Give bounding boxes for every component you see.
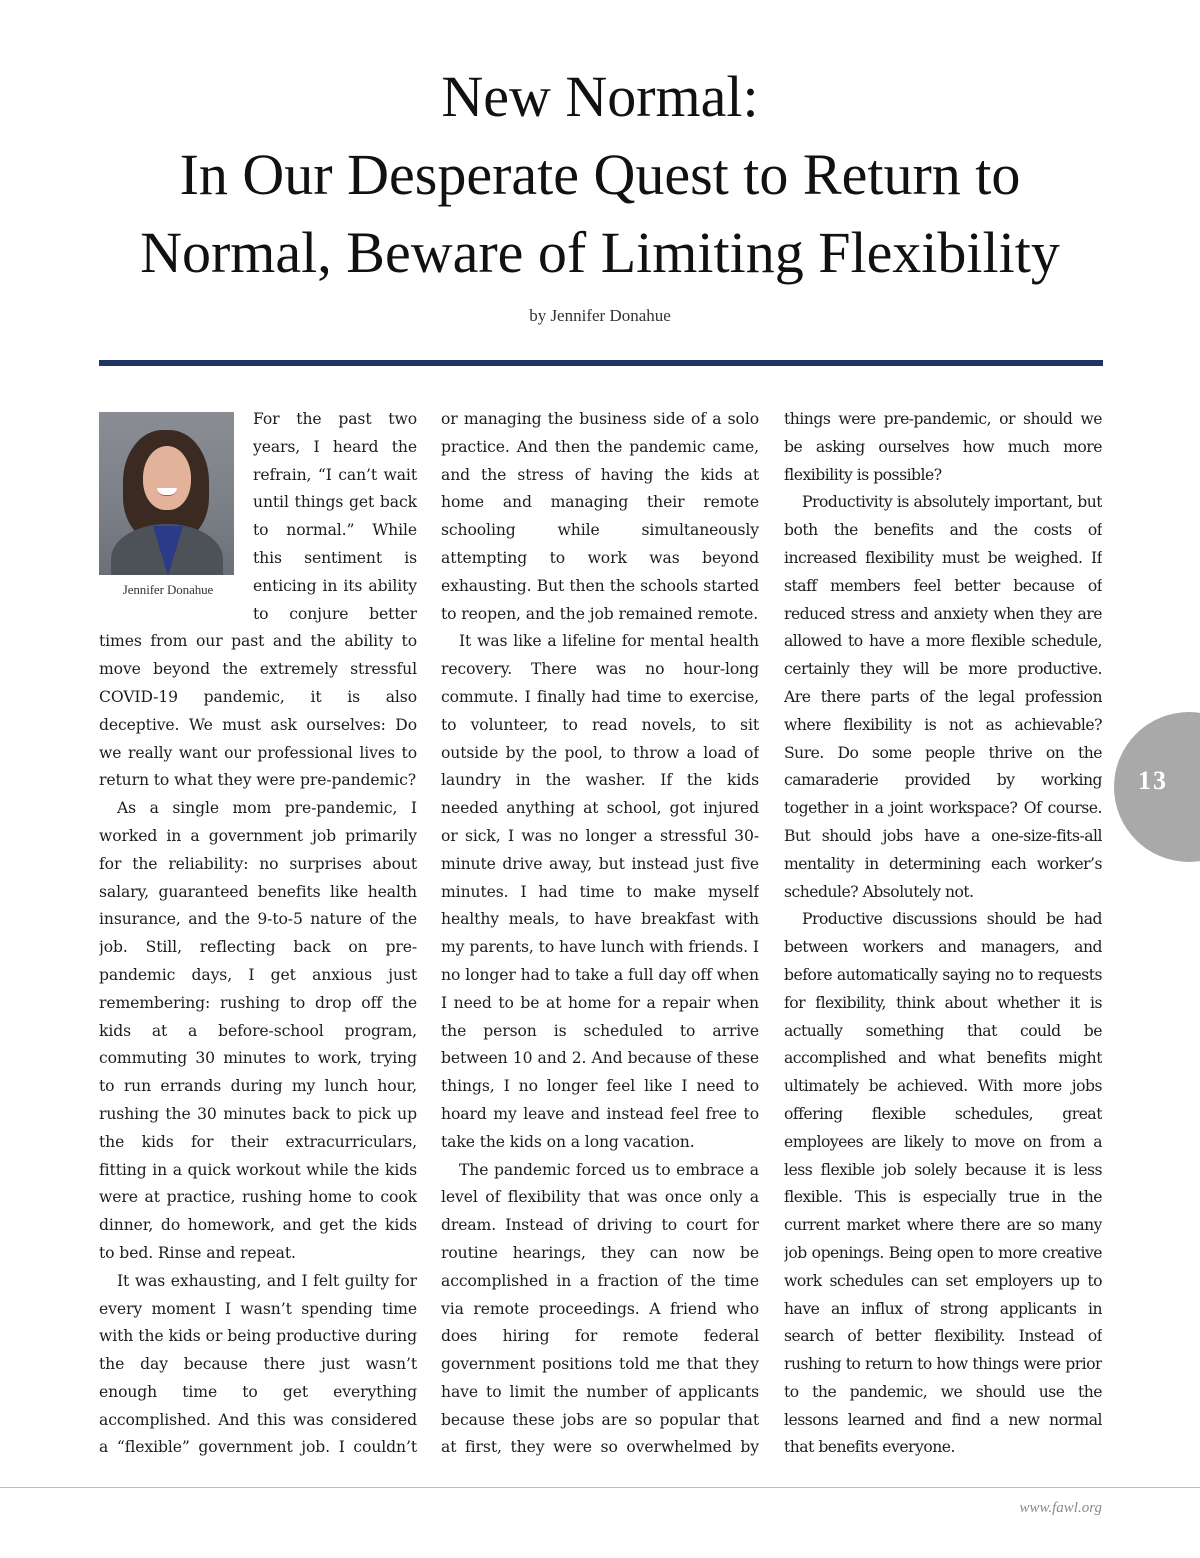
author-photo: [99, 412, 234, 575]
column-1: [99, 406, 417, 1466]
paragraph: Productivity is absolutely important, but both the benefits and the costs of increased flexibility must be weighed. If staff members feel better because of reduced stress and anxiety when they are allowed to have a more flexible schedule, certainly they will be more productive. Are there parts of the legal profession where flexibility is not as achievable? Sure. Do some people thrive on the camaraderie provided by working together in a joint workspace? Of course. But should jobs have a one-size-fits-all mentality in determining each worker’s schedule? Absolutely not.: [784, 493, 1102, 901]
photo-caption: Jennifer Donahue: [122, 582, 214, 597]
title-line-3: Normal, Beware of Limiting Flexibility: [140, 220, 1060, 285]
page-number: 13: [1138, 766, 1168, 795]
paragraph: As a single mom pre-pandemic, I worked in a government job primarily for the reliability: no surprises about salary, guaranteed benefits like health insurance, and the 9-to-5 nature of the job. Still, reflecting back on pre-pandemic days, I get anxious just remembering: rushing to drop off the kids at a before-school program, commuting 30 minutes to work, trying to run errands during my lunch hour, rushing the 30 minutes back to pick up the kids for their extracurriculars, fitting in a quick workout while the kids were at practice, rushing home to cook dinner, do homework, and get the kids to bed. Rinse and repeat.: [99, 799, 417, 1262]
paragraph: It was like a lifeline for mental health recovery. There was no hour-long commute. I finally had time to exercise, to volunteer, to read novels, to sit outside by the pool, to throw a load of laundry in the washer. If the kids needed anything at school, got injured or sick, I was no longer a stressful 30-minute drive away, but instead just five minutes. I had time to make myself healthy meals, to have breakfast with my parents, to have lunch with friends. I no longer had to take a full day off when I need to be at home for a repair when the person is scheduled to arrive between 10 and 2. And because of these things, I no longer feel like I need to hoard my leave and instead feel free to take the kids on a long vacation.: [441, 632, 759, 1151]
footer-divider: [0, 1487, 1200, 1488]
title-line-1: New Normal:: [441, 64, 759, 129]
title-divider: [99, 360, 1103, 366]
paragraph: things were pre-pandemic, or should we be asking ourselves how much more flexibility is possible?: [784, 410, 1102, 484]
paragraph: For the past two years, I heard the refrain, “I can’t wait until things get back to normal.” While this sentiment is enticing in its ability to conjure better times from our past and the ability to move beyond the extremely stressful COVID-19 pandemic, it is also deceptive. We must ask ourselves: Do we really want our professional lives to return to what they were pre-pandemic?: [99, 410, 417, 790]
paragraph: The pandemic forced us to embrace a level of flexibility that was once only a dream. Instead of driving to court for routine hearings, they can now be accomplished in a fraction of the time via remote proceedings. A friend who does hiring for remote federal government positions told me that they have to limit the number of applicants because these jobs are so popular that at first, they were so overwhelmed by: [441, 1160, 759, 1457]
paragraph: It was exhausting, and I felt guilty for every moment I wasn’t spending time with the kids or being productive during the day because there just wasn’t enough time to get everything accomplished. And this was considered a “flexible” government job. I couldn’t: [99, 1271, 417, 1457]
column-2: [441, 406, 759, 1466]
author-figure: [99, 412, 237, 598]
article-title: [0, 58, 1200, 292]
column-3: [784, 406, 1102, 1466]
byline: by Jennifer Donahue: [529, 306, 671, 325]
title-line-2: In Our Desperate Quest to Return to: [179, 142, 1021, 207]
paragraph: or managing the business side of a solo practice. And then the pandemic came, and the stress of having the kids at home and managing their remote schooling while simultaneously attempting to work was beyond exhausting. But then the schools started to reopen, and the job remained remote.: [441, 410, 759, 623]
footer-url: www.fawl.org: [1019, 1500, 1102, 1516]
paragraph: Productive discussions should be had between workers and managers, and before automatically saying no to requests for flexibility, think about whether it is actually something that could be accomplished and what benefits might ultimately be achieved. With more jobs offering flexible schedules, great employees are likely to move on from a less flexible job solely because it is less flexible. This is especially true in the current market where there are so many job openings. Being open to more creative work schedules can set employers up to have an influx of strong applicants in search of better flexibility. Instead of rushing to return to how things were prior to the pandemic, we should use the lessons learned and find a new normal that benefits everyone.: [784, 910, 1102, 1457]
